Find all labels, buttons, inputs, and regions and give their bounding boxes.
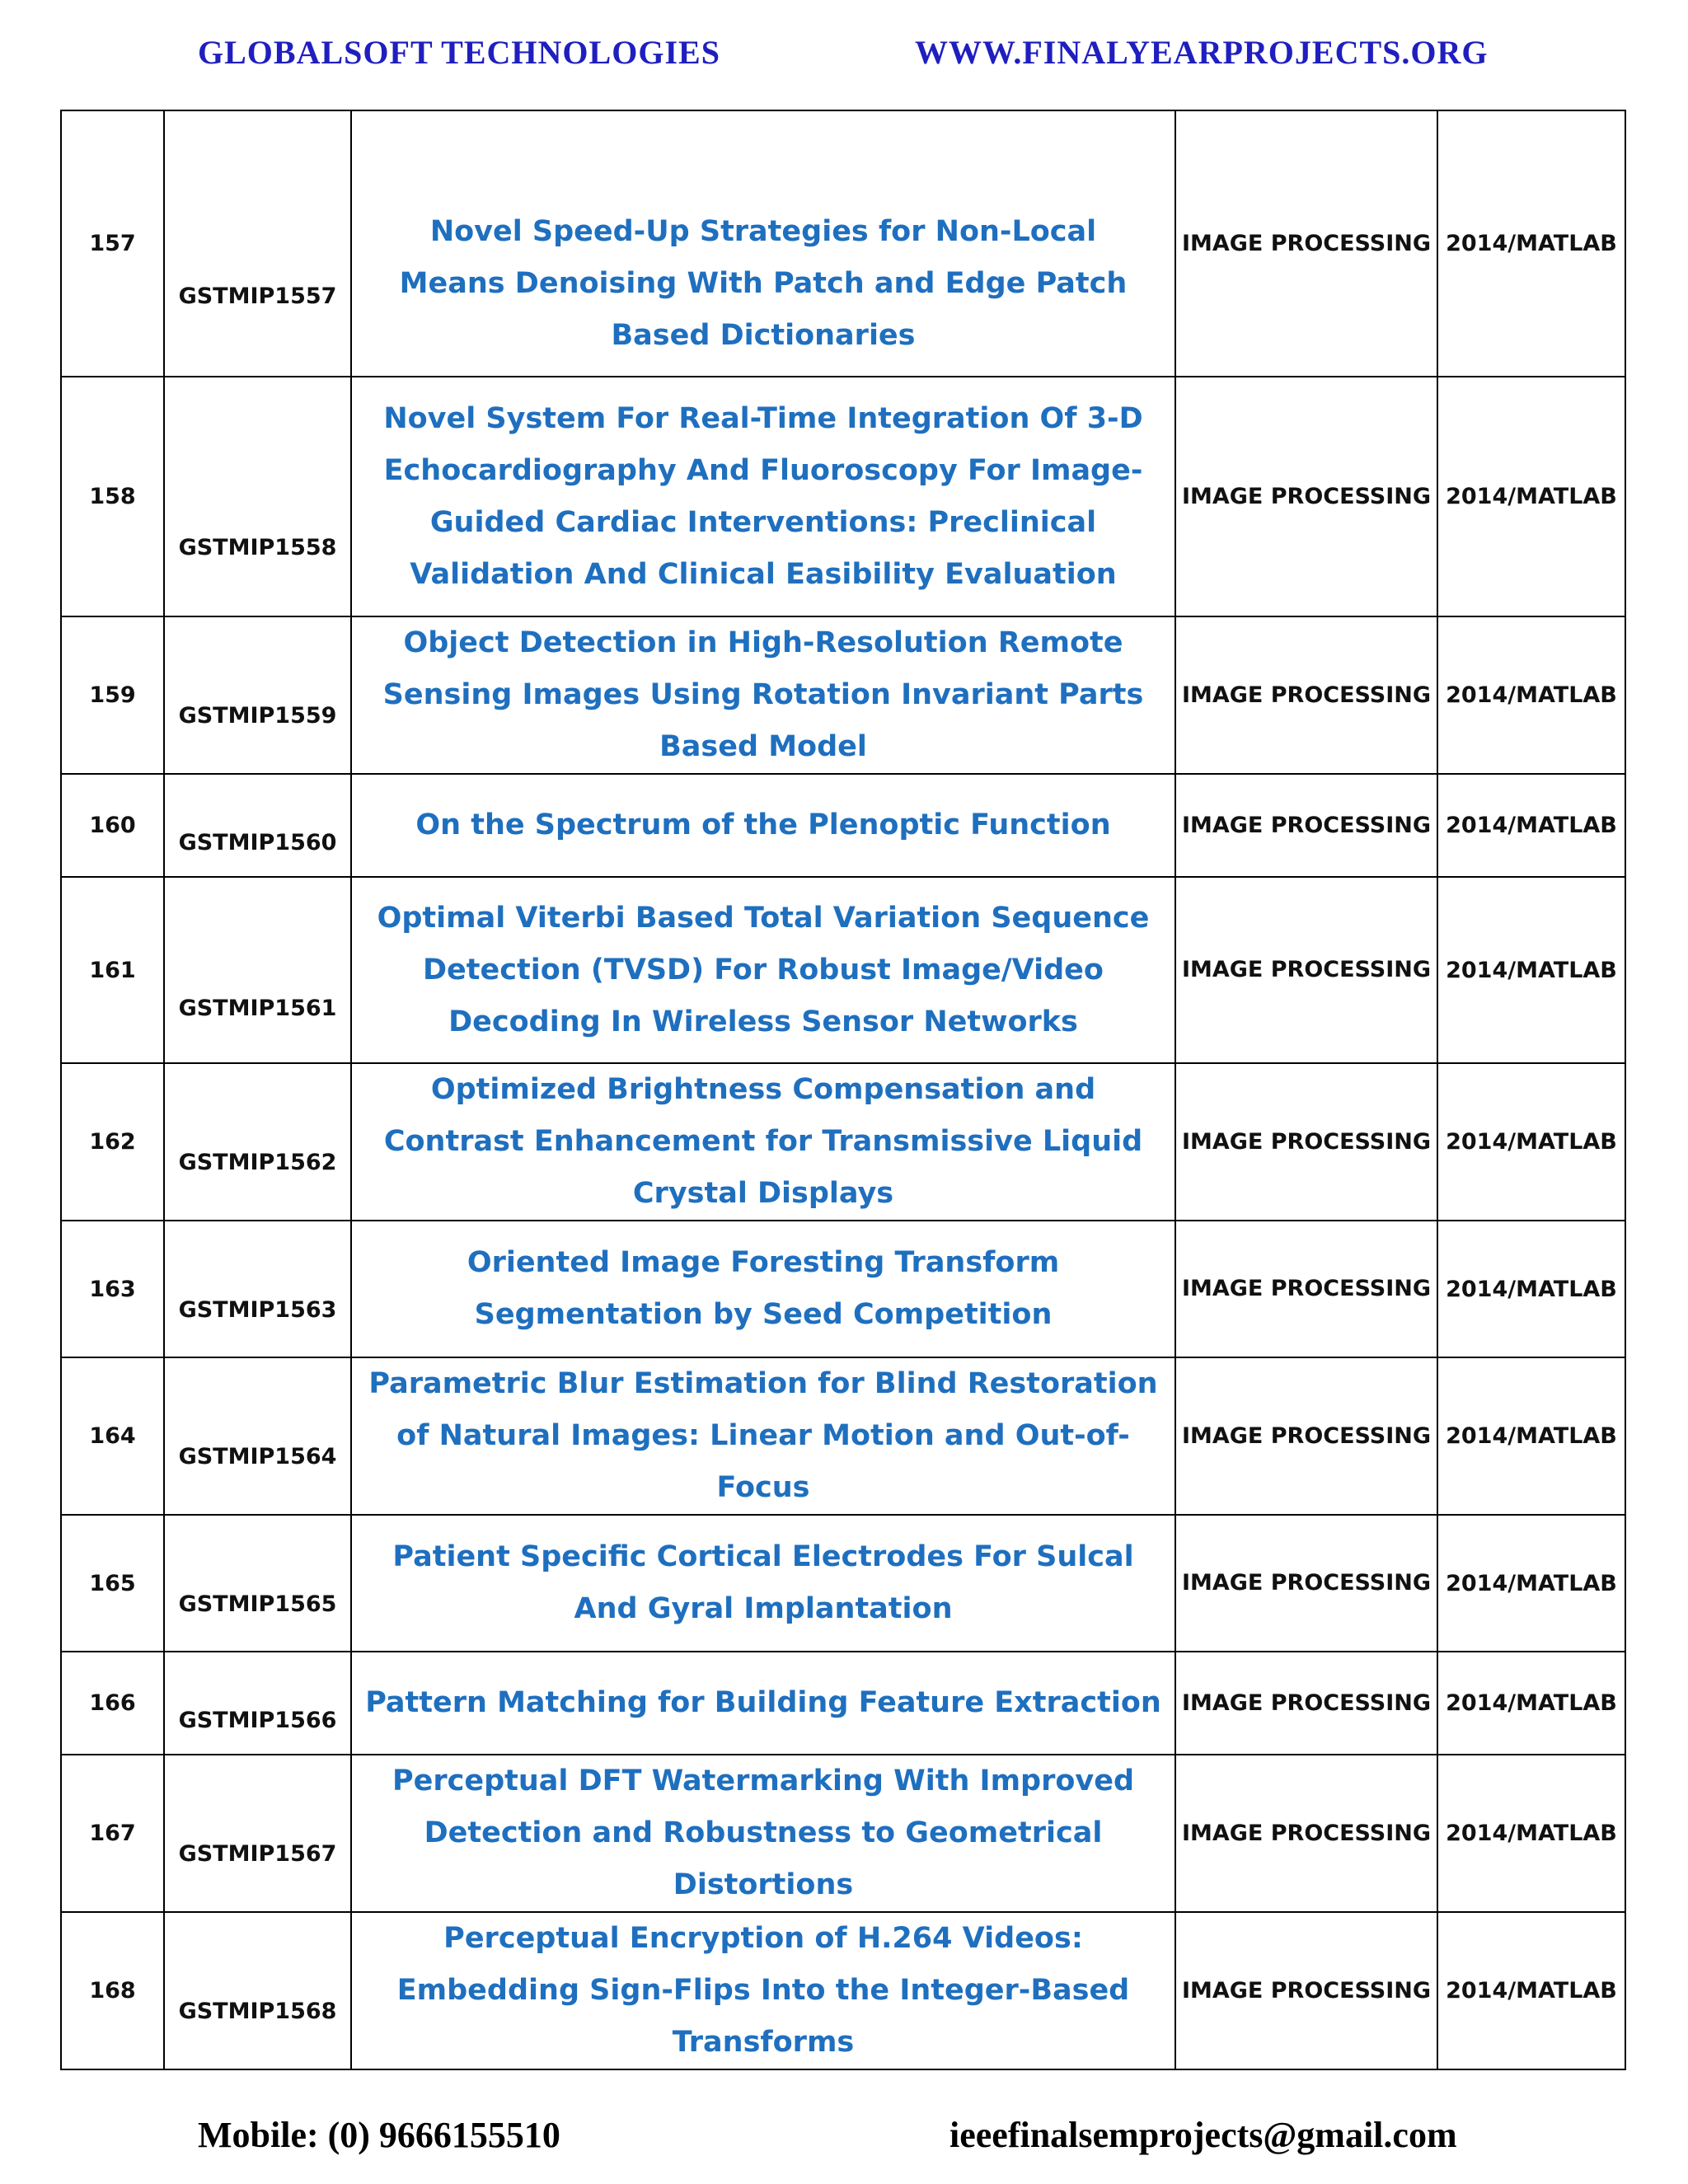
project-code bbox=[164, 1063, 351, 1221]
website-link[interactable]: WWW.FINALYEARPROJECTS.ORG bbox=[915, 34, 1489, 71]
table-row bbox=[61, 877, 1625, 1063]
project-title-text[interactable]: Optimal Viterbi Based Total Variation Sequence Detection (TVSD) For Robust Image/Video Decoding In Wireless Sensor Networks bbox=[377, 901, 1150, 1038]
project-domain: IMAGE PROCESSING bbox=[1175, 1357, 1437, 1515]
project-year: 2014/MATLAB bbox=[1437, 774, 1625, 877]
project-domain: IMAGE PROCESSING bbox=[1175, 1063, 1437, 1221]
project-code-text: GSTMIP1560 bbox=[178, 830, 337, 855]
project-title bbox=[351, 1063, 1175, 1221]
project-year: 2014/MATLAB bbox=[1437, 1515, 1625, 1652]
project-domain: IMAGE PROCESSING bbox=[1175, 1652, 1437, 1755]
table-row bbox=[61, 1755, 1625, 1912]
project-title bbox=[351, 1515, 1175, 1652]
project-year: 2014/MATLAB bbox=[1437, 110, 1625, 377]
project-year: 2014/MATLAB bbox=[1437, 1912, 1625, 2069]
project-code-text: GSTMIP1568 bbox=[178, 1999, 337, 2024]
project-year: 2014/MATLAB bbox=[1437, 616, 1625, 774]
table-row bbox=[61, 110, 1625, 377]
project-title bbox=[351, 110, 1175, 377]
project-code-text: GSTMIP1558 bbox=[178, 535, 337, 560]
row-number: 166 bbox=[61, 1652, 164, 1755]
row-number: 163 bbox=[61, 1221, 164, 1357]
project-code-text: GSTMIP1565 bbox=[178, 1591, 337, 1617]
project-code-text: GSTMIP1563 bbox=[178, 1296, 337, 1323]
project-code-text: GSTMIP1564 bbox=[178, 1444, 337, 1469]
project-year: 2014/MATLAB bbox=[1437, 877, 1625, 1063]
project-code bbox=[164, 1357, 351, 1515]
table-row bbox=[61, 1357, 1625, 1515]
row-number: 158 bbox=[61, 377, 164, 616]
project-title-text[interactable]: Oriented Image Foresting Transform Segmentation by Seed Competition bbox=[467, 1246, 1060, 1331]
contact-email[interactable]: ieeefinalsemprojects@gmail.com bbox=[950, 2115, 1457, 2155]
project-code-text: GSTMIP1557 bbox=[178, 284, 337, 309]
project-year: 2014/MATLAB bbox=[1437, 1755, 1625, 1912]
project-title bbox=[351, 1221, 1175, 1357]
company-name: GLOBALSOFT TECHNOLOGIES bbox=[198, 34, 720, 71]
project-title-text[interactable]: Novel Speed-Up Strategies for Non-Local Means Denoising With Patch and Edge Patch Based Dictionaries bbox=[399, 215, 1128, 352]
project-code bbox=[164, 110, 351, 377]
project-code bbox=[164, 1515, 351, 1652]
project-code bbox=[164, 774, 351, 877]
project-code-text: GSTMIP1566 bbox=[178, 1708, 337, 1733]
project-domain: IMAGE PROCESSING bbox=[1175, 1221, 1437, 1357]
project-code bbox=[164, 1652, 351, 1755]
project-title bbox=[351, 616, 1175, 774]
row-number: 160 bbox=[61, 774, 164, 877]
table-row bbox=[61, 1221, 1625, 1357]
project-domain: IMAGE PROCESSING bbox=[1175, 1912, 1437, 2069]
project-title-text[interactable]: Pattern Matching for Building Feature Extraction bbox=[365, 1686, 1161, 1719]
project-year: 2014/MATLAB bbox=[1437, 1652, 1625, 1755]
project-title-text[interactable]: Parametric Blur Estimation for Blind Restoration of Natural Images: Linear Motion and Out-of-Focus bbox=[368, 1367, 1158, 1504]
mobile-number: Mobile: (0) 9666155510 bbox=[198, 2115, 560, 2155]
projects-table bbox=[60, 110, 1626, 2070]
project-title bbox=[351, 1357, 1175, 1515]
row-number: 164 bbox=[61, 1357, 164, 1515]
row-number: 165 bbox=[61, 1515, 164, 1652]
project-title bbox=[351, 1652, 1175, 1755]
project-code-text: GSTMIP1559 bbox=[178, 703, 337, 729]
project-domain: IMAGE PROCESSING bbox=[1175, 774, 1437, 877]
project-domain: IMAGE PROCESSING bbox=[1175, 1515, 1437, 1652]
project-domain: IMAGE PROCESSING bbox=[1175, 616, 1437, 774]
project-domain: IMAGE PROCESSING bbox=[1175, 1755, 1437, 1912]
project-title-text[interactable]: Perceptual DFT Watermarking With Improved Detection and Robustness to Geometrical Distortions bbox=[392, 1765, 1135, 1901]
project-year: 2014/MATLAB bbox=[1437, 1063, 1625, 1221]
project-code bbox=[164, 877, 351, 1063]
project-title bbox=[351, 877, 1175, 1063]
page-footer bbox=[0, 2114, 1688, 2163]
row-number: 168 bbox=[61, 1912, 164, 2069]
project-code bbox=[164, 377, 351, 616]
table-row bbox=[61, 1063, 1625, 1221]
project-code-text: GSTMIP1562 bbox=[178, 1150, 337, 1175]
project-code bbox=[164, 1755, 351, 1912]
row-number: 157 bbox=[61, 110, 164, 377]
project-title-text[interactable]: Perceptual Encryption of H.264 Videos: Embedding Sign-Flips Into the Integer-Based Transforms bbox=[396, 1922, 1130, 2059]
project-domain: IMAGE PROCESSING bbox=[1175, 110, 1437, 377]
project-title bbox=[351, 1755, 1175, 1912]
project-year: 2014/MATLAB bbox=[1437, 377, 1625, 616]
table-row bbox=[61, 1912, 1625, 2069]
project-code bbox=[164, 1221, 351, 1357]
project-domain: IMAGE PROCESSING bbox=[1175, 877, 1437, 1063]
project-code bbox=[164, 616, 351, 774]
project-title bbox=[351, 774, 1175, 877]
table-row bbox=[61, 377, 1625, 616]
page-header bbox=[0, 33, 1688, 82]
project-title-text[interactable]: Patient Specific Cortical Electrodes For Sulcal And Gyral Implantation bbox=[392, 1540, 1134, 1625]
row-number: 167 bbox=[61, 1755, 164, 1912]
project-title-text[interactable]: On the Spectrum of the Plenoptic Function bbox=[415, 808, 1111, 841]
project-year: 2014/MATLAB bbox=[1437, 1357, 1625, 1515]
table-row bbox=[61, 1515, 1625, 1652]
project-domain: IMAGE PROCESSING bbox=[1175, 377, 1437, 616]
row-number: 162 bbox=[61, 1063, 164, 1221]
table-row bbox=[61, 774, 1625, 877]
project-title-text[interactable]: Object Detection in High-Resolution Remote Sensing Images Using Rotation Invariant Parts Based Model bbox=[382, 626, 1144, 763]
project-title bbox=[351, 377, 1175, 616]
project-code bbox=[164, 1912, 351, 2069]
project-code-text: GSTMIP1561 bbox=[178, 995, 337, 1021]
row-number: 161 bbox=[61, 877, 164, 1063]
project-title-text[interactable]: Optimized Brightness Compensation and Contrast Enhancement for Transmissive Liquid Crystal Displays bbox=[383, 1073, 1143, 1210]
project-title bbox=[351, 1912, 1175, 2069]
project-title-text[interactable]: Novel System For Real-Time Integration Of 3-D Echocardiography And Fluoroscopy For Image-Guided Cardiac Interventions: Preclinical Validation And Clinical Easibility Evaluation bbox=[383, 401, 1143, 591]
row-number: 159 bbox=[61, 616, 164, 774]
project-code-text: GSTMIP1567 bbox=[178, 1841, 337, 1867]
project-year: 2014/MATLAB bbox=[1437, 1221, 1625, 1357]
table-row bbox=[61, 616, 1625, 774]
table-row bbox=[61, 1652, 1625, 1755]
